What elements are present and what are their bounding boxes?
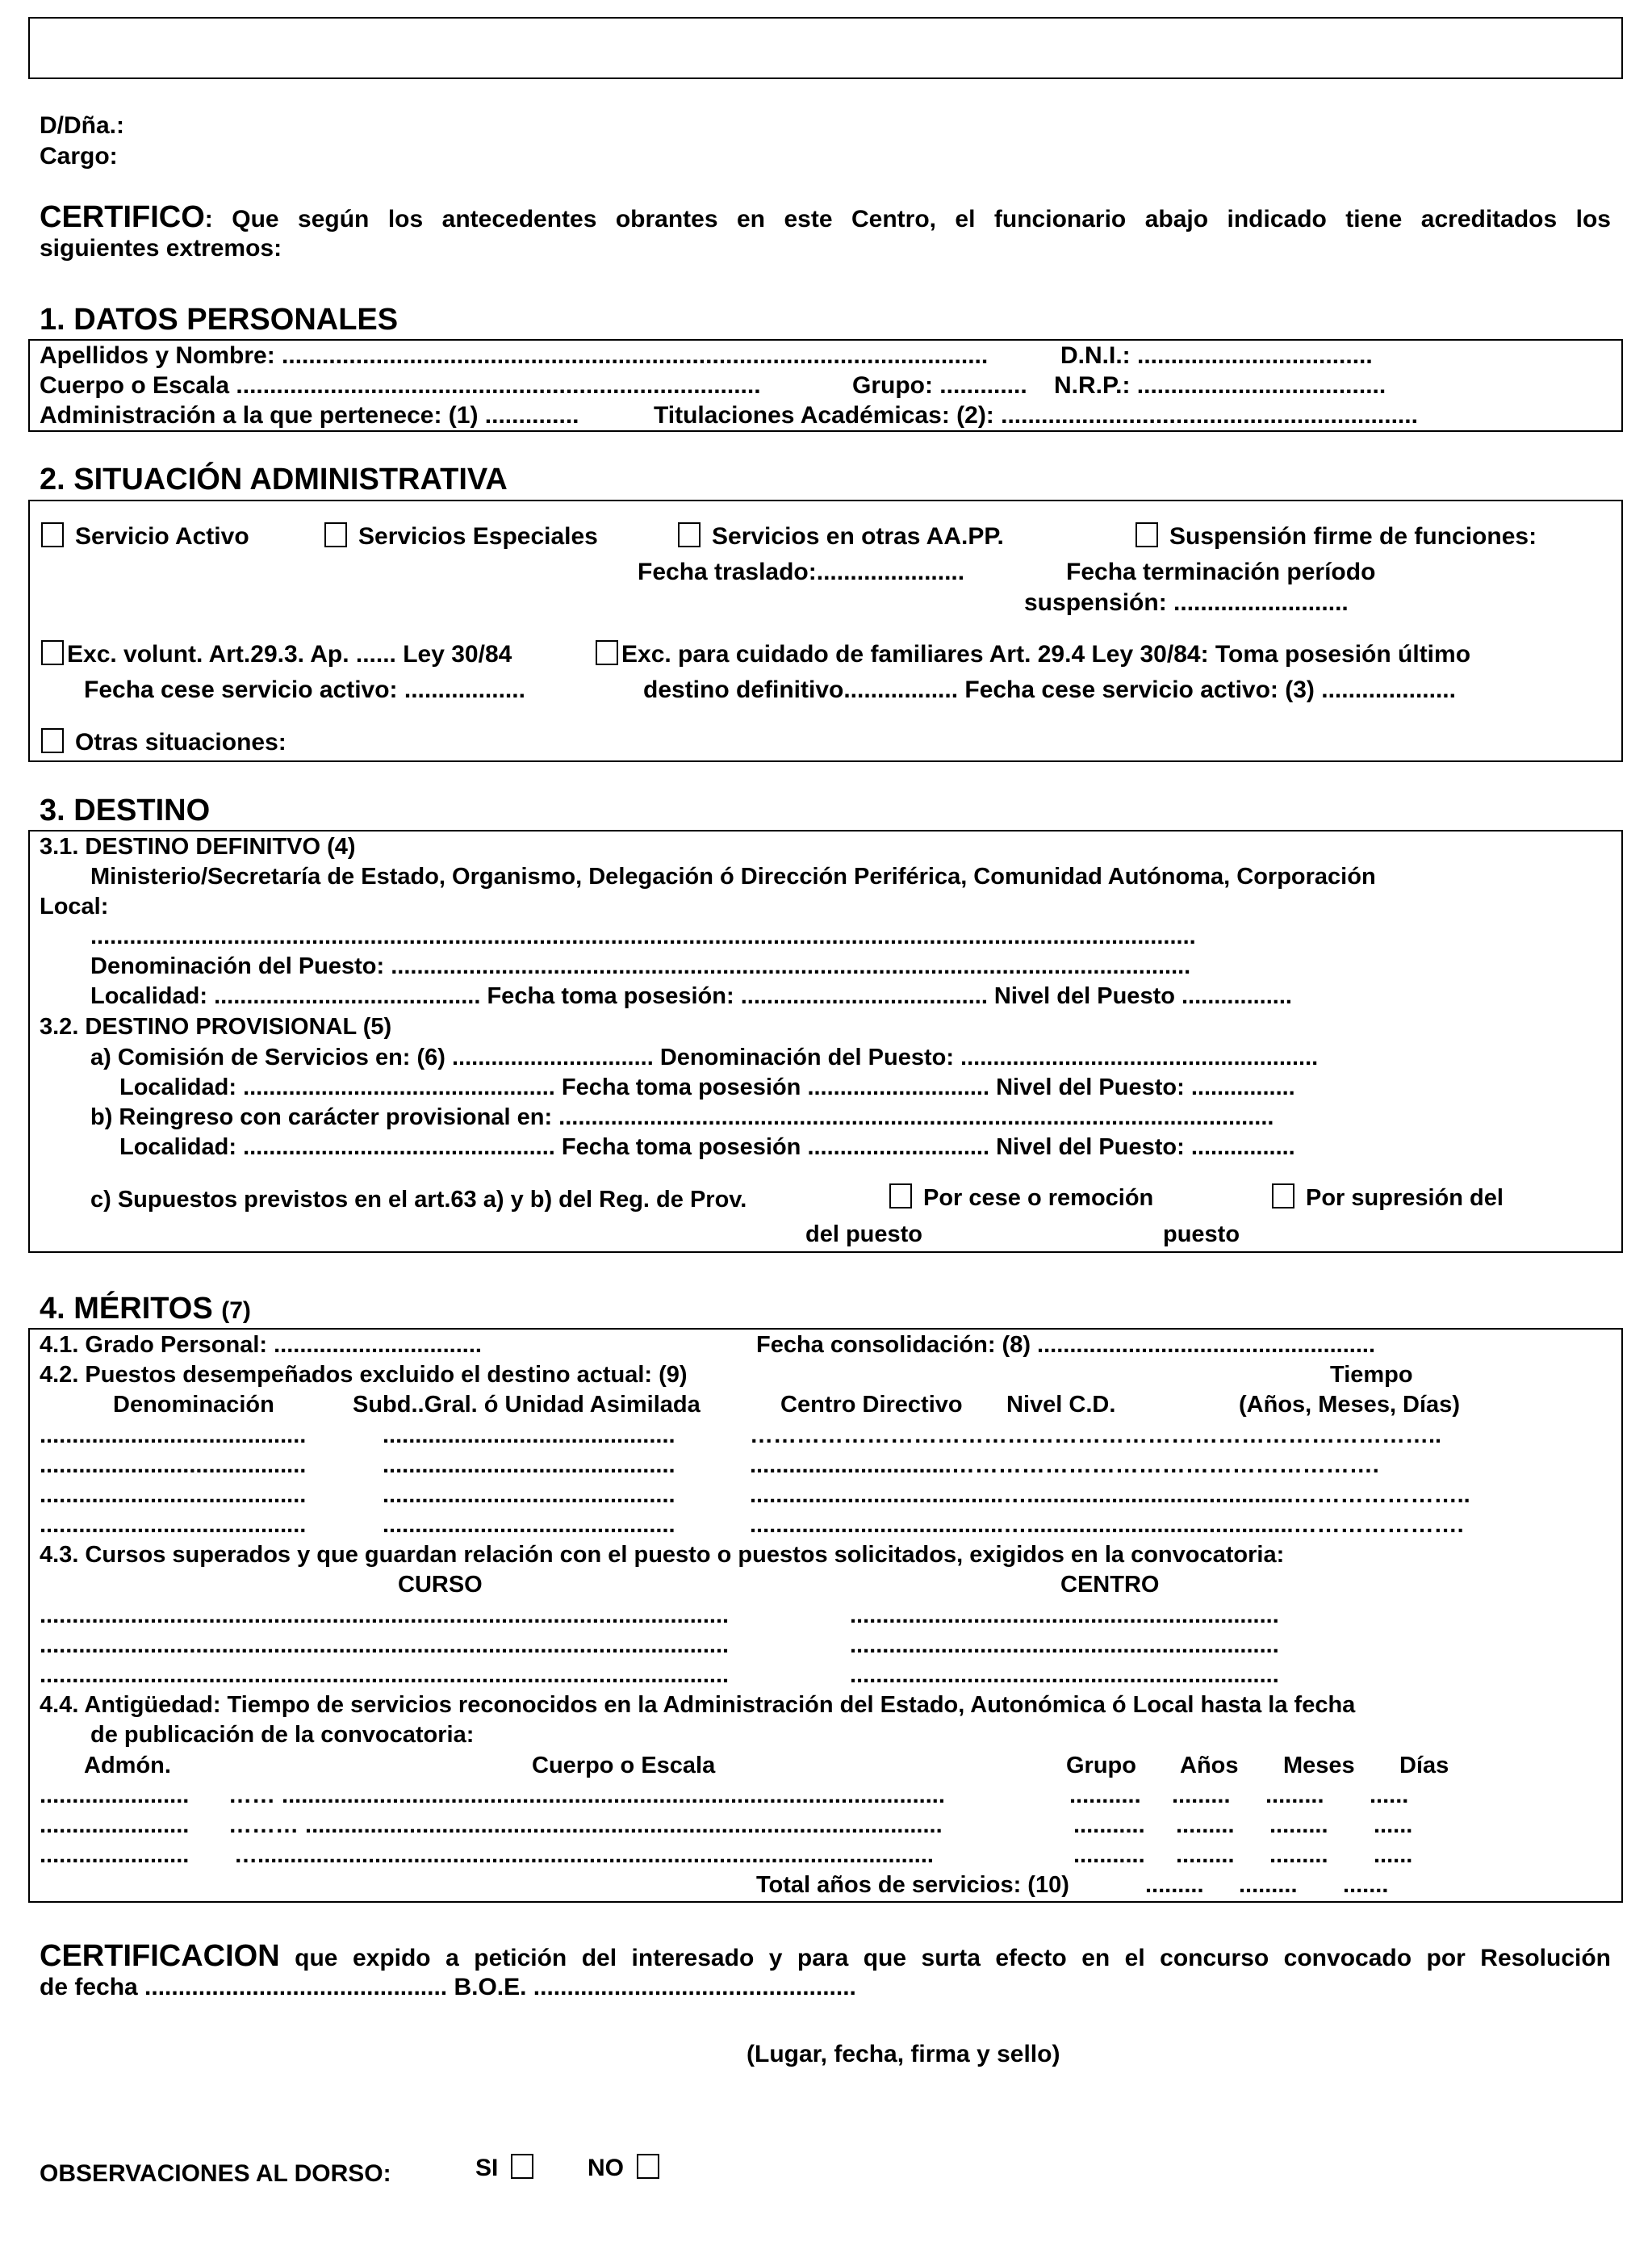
destino-provisional-title: 3.2. DESTINO PROVISIONAL (5) — [40, 1014, 392, 1040]
antig-row-3-admon: ....................... — [40, 1842, 190, 1868]
col-anos: Años — [1180, 1753, 1239, 1778]
fecha-cese-field: Fecha cese servicio activo: .................. — [84, 676, 525, 703]
curso-row-2-a: .......................................................................................................... — [40, 1632, 730, 1658]
certifico-text: : Que según los antecedentes obrantes en este Centro, el funcionario abajo indicado tiene acreditados los — [204, 206, 1611, 232]
checkbox-si[interactable] — [511, 2154, 533, 2179]
checkbox[interactable] — [1135, 522, 1158, 547]
antig-row-2-admon: ....................... — [40, 1812, 190, 1838]
header-box — [28, 17, 1623, 79]
checkbox[interactable] — [41, 728, 64, 753]
antig-row-1-grupo: ........... — [1069, 1782, 1141, 1808]
cargo-label: Cargo: — [40, 143, 118, 170]
antiguedad-subtitle: de publicación de la convocatoria: — [90, 1722, 475, 1748]
reingreso-row: b) Reingreso con carácter provisional en: .............................................................................................................. — [90, 1104, 1274, 1130]
col-subd: Subd..Gral. ó Unidad Asimilada — [353, 1392, 701, 1418]
checkbox-no[interactable] — [637, 2154, 659, 2179]
puesto-row-4-a: ......................................... — [40, 1512, 307, 1538]
total-dias: ....... — [1343, 1872, 1389, 1898]
option-servicios-especiales[interactable]: Servicios Especiales — [324, 522, 598, 552]
certificacion-paragraph — [40, 1941, 1611, 2003]
antig-row-3-grupo: ........... — [1073, 1842, 1145, 1868]
destino-definitivo-field: destino definitivo................. Fecha cese servicio activo: (3) .................... — [643, 676, 1456, 703]
option-servicios-otras[interactable]: Servicios en otras AA.PP. — [678, 522, 1004, 552]
antig-row-1-admon: ....................... — [40, 1782, 190, 1808]
puesto-label: puesto — [1163, 1221, 1240, 1247]
observaciones-label: OBSERVACIONES AL DORSO: — [40, 2160, 391, 2187]
del-puesto-label: del puesto — [805, 1221, 923, 1247]
antig-row-3-anos: ......... — [1176, 1842, 1235, 1868]
suspension-field: suspensión: .......................... — [1024, 589, 1349, 616]
puestos-title: 4.2. Puestos desempeñados excluido el destino actual: (9) — [40, 1362, 688, 1388]
checkbox[interactable] — [41, 640, 64, 665]
puesto-row-3-a: ......................................... — [40, 1482, 307, 1508]
option-por-supresion[interactable]: Por supresión del — [1272, 1183, 1504, 1213]
puesto-row-3-b: ............................................. — [383, 1482, 675, 1508]
firma-label: (Lugar, fecha, firma y sello) — [747, 2041, 1060, 2067]
col-meses: Meses — [1283, 1753, 1355, 1778]
antig-row-2-dias: ...... — [1374, 1812, 1413, 1838]
col-grupo: Grupo — [1066, 1753, 1136, 1778]
curso-row-2-b: .................................................................. — [850, 1632, 1279, 1658]
checkbox[interactable] — [324, 522, 347, 547]
section3-title: 3. DESTINO — [40, 794, 211, 827]
puesto-row-4-c: .......................................….........................................…………………. — [750, 1512, 1464, 1538]
col-cuerpo: Cuerpo o Escala — [532, 1753, 716, 1778]
antig-row-1-cuerpo: …… ...................................................................................................... — [228, 1782, 945, 1808]
fecha-consolidacion-field: Fecha consolidación: (8) .................................................... — [756, 1332, 1376, 1358]
localidad-definitivo-row: Localidad: ......................................... Fecha toma posesión: ...................................... Nivel del Puesto ................. — [90, 983, 1292, 1009]
apellidos-field: Apellidos y Nombre: ......................................................................................................... — [40, 342, 989, 369]
curso-row-1-a: .......................................................................................................... — [40, 1602, 730, 1628]
supuestos-label: c) Supuestos previstos en el art.63 a) y b) del Reg. de Prov. — [90, 1187, 747, 1213]
total-servicios-label: Total años de servicios: (10) — [756, 1872, 1069, 1898]
checkbox[interactable] — [596, 640, 618, 665]
antig-row-2-meses: ......... — [1269, 1812, 1328, 1838]
antiguedad-title: 4.4. Antigüedad: Tiempo de servicios reconocidos en la Administración del Estado, Autonómica ó Local hasta la fecha — [40, 1692, 1356, 1718]
col-centro-directivo: Centro Directivo — [780, 1392, 963, 1418]
checkbox[interactable] — [41, 522, 64, 547]
curso-row-3-b: .................................................................. — [850, 1662, 1279, 1688]
cursos-title: 4.3. Cursos superados y que guardan relación con el puesto o puestos solicitados, exigidos en la convocatoria: — [40, 1542, 1285, 1568]
total-anos: ......... — [1145, 1872, 1204, 1898]
col-dias: Días — [1399, 1753, 1449, 1778]
certifico-line2: siguientes extremos: — [40, 235, 282, 262]
cuerpo-field: Cuerpo o Escala .............................................................................. — [40, 372, 761, 399]
puesto-row-4-b: ............................................. — [383, 1512, 675, 1538]
antig-row-3-cuerpo: …........................................................................................................ — [234, 1842, 934, 1868]
certificacion-keyword: CERTIFICACION — [40, 1939, 280, 1973]
tiempo-label: Tiempo — [1330, 1362, 1413, 1388]
local-label: Local: — [40, 894, 109, 919]
puesto-row-1-b: ............................................. — [383, 1422, 675, 1448]
fecha-traslado-field: Fecha traslado:...................... — [638, 559, 965, 585]
antig-row-3-meses: ......... — [1269, 1842, 1328, 1868]
curso-row-3-a: .......................................................................................................... — [40, 1662, 730, 1688]
certifico-line1 — [40, 202, 1611, 235]
dni-field: D.N.I.: ................................... — [1060, 342, 1373, 369]
option-servicio-activo[interactable]: Servicio Activo — [41, 522, 249, 552]
certificacion-line2: de fecha ............................................. B.O.E. ................................................ — [40, 1974, 856, 2000]
col-centro: CENTRO — [1060, 1572, 1160, 1598]
destino-definitivo-title: 3.1. DESTINO DEFINITVO (4) — [40, 834, 356, 860]
name-label: D/Dña.: — [40, 112, 124, 139]
antig-row-1-dias: ...... — [1370, 1782, 1409, 1808]
fecha-terminacion-label: Fecha terminación período — [1066, 559, 1376, 585]
total-meses: ......... — [1239, 1872, 1298, 1898]
puesto-row-3-c: .......................................….........................................………………….. — [750, 1482, 1470, 1508]
certifico-keyword: CERTIFICO — [40, 200, 205, 234]
certifico-paragraph — [40, 202, 1611, 264]
puesto-row-1-c: …………………………………………………………………………….. — [750, 1422, 1442, 1448]
col-nivel-cd: Nivel C.D. — [1006, 1392, 1116, 1418]
antig-row-2-anos: ......... — [1176, 1812, 1235, 1838]
option-exc-voluntaria[interactable]: Exc. volunt. Art.29.3. Ap. ...... Ley 30/84 — [41, 639, 512, 670]
certificacion-text: que expido a petición del interesado y para que surta efecto en el concurso convocado por Resolución — [295, 1945, 1611, 1971]
section2-title: 2. SITUACIÓN ADMINISTRATIVA — [40, 463, 508, 496]
checkbox[interactable] — [1272, 1183, 1294, 1208]
option-suspension[interactable]: Suspensión firme de funciones: — [1135, 522, 1537, 552]
puesto-row-2-b: ............................................. — [383, 1452, 675, 1478]
nrp-field: N.R.P.: ..................................... — [1054, 372, 1386, 399]
option-exc-cuidado[interactable]: Exc. para cuidado de familiares Art. 29.4 Ley 30/84: Toma posesión último — [596, 639, 1470, 670]
antig-row-1-meses: ......... — [1265, 1782, 1324, 1808]
antig-row-2-grupo: ........... — [1073, 1812, 1145, 1838]
curso-row-1-b: .................................................................. — [850, 1602, 1279, 1628]
checkbox[interactable] — [678, 522, 701, 547]
grupo-field: Grupo: ............. — [852, 372, 1027, 399]
ministerio-dots: .......................................................................................................................................................................... — [90, 924, 1196, 949]
denominacion-field: Denominación del Puesto: ........................................................................................................................... — [90, 953, 1191, 979]
localidad-reingreso-row: Localidad: ................................................ Fecha toma posesión ............................ Nivel del Puesto: ................ — [119, 1134, 1295, 1160]
antig-row-2-cuerpo: ……… .................................................................................................. — [228, 1812, 943, 1838]
col-admon: Admón. — [84, 1753, 171, 1778]
col-denominacion: Denominación — [113, 1392, 274, 1418]
puesto-row-2-a: ......................................... — [40, 1452, 307, 1478]
certificacion-line1 — [40, 1941, 1611, 1974]
section4-note: (7) — [221, 1297, 251, 1324]
option-por-cese[interactable]: Por cese o remoción — [889, 1183, 1153, 1213]
puesto-row-1-a: ......................................... — [40, 1422, 307, 1448]
col-tiempo: (Años, Meses, Días) — [1239, 1392, 1460, 1418]
observaciones-si[interactable]: SI — [475, 2153, 533, 2184]
observaciones-no[interactable]: NO — [588, 2153, 659, 2184]
titulaciones-field: Titulaciones Académicas: (2): .............................................................. — [654, 402, 1418, 429]
puesto-row-2-c: ...............................………………………………………………. — [750, 1452, 1379, 1478]
antig-row-3-dias: ...... — [1374, 1842, 1413, 1868]
grado-personal-field: 4.1. Grado Personal: ................................ — [40, 1332, 482, 1358]
comision-row: a) Comisión de Servicios en: (6) ............................... Denominación del Puesto: ....................................................... — [90, 1045, 1319, 1070]
col-curso: CURSO — [398, 1572, 483, 1598]
option-otras-situaciones[interactable]: Otras situaciones: — [41, 727, 286, 758]
localidad-comision-row: Localidad: ................................................ Fecha toma posesión ............................ Nivel del Puesto: ................ — [119, 1074, 1295, 1100]
administracion-field: Administración a la que pertenece: (1) .............. — [40, 402, 579, 429]
ministerio-label: Ministerio/Secretaría de Estado, Organismo, Delegación ó Dirección Periférica, Comunidad Autónoma, Corporación — [90, 864, 1376, 890]
checkbox[interactable] — [889, 1183, 912, 1208]
antig-row-1-anos: ......... — [1172, 1782, 1231, 1808]
section4-title: 4. MÉRITOS (7) — [40, 1292, 251, 1326]
section1-title: 1. DATOS PERSONALES — [40, 303, 399, 337]
